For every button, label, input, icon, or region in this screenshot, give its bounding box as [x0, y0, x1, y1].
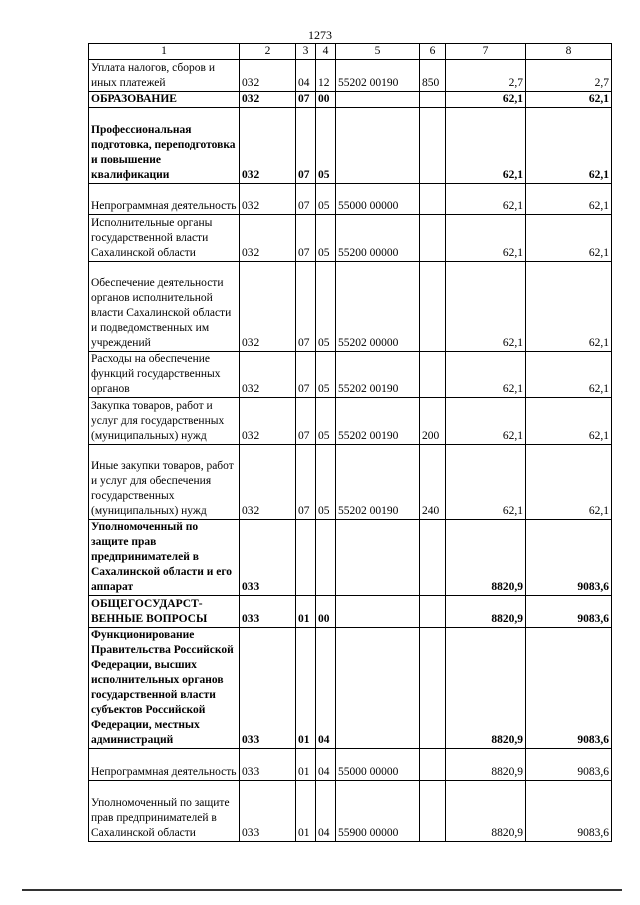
cell-amount-2: 62,1 [526, 108, 612, 184]
row-name: Расходы на обеспечение функций государственных органов [89, 352, 240, 398]
cell-expense-type [420, 262, 446, 352]
cell-amount-2: 9083,6 [526, 781, 612, 842]
cell-expense-type [420, 596, 446, 628]
cell-target [336, 108, 420, 184]
table-row [89, 398, 612, 445]
cell-expense-type [420, 215, 446, 262]
cell-expense-type: 850 [420, 60, 446, 92]
row-name: Закупка товаров, работ и услуг для государственных (муниципальных) нужд [89, 398, 240, 445]
cell-subsection: 05 [316, 108, 336, 184]
row-name: Исполнительные органы государственной власти Сахалинской области [89, 215, 240, 262]
cell-ministry: 032 [240, 262, 296, 352]
cell-ministry: 032 [240, 398, 296, 445]
cell-amount-1: 8820,9 [446, 749, 526, 781]
cell-section: 07 [296, 352, 316, 398]
cell-amount-1: 8820,9 [446, 596, 526, 628]
cell-target [336, 520, 420, 596]
cell-target [336, 92, 420, 108]
cell-section: 07 [296, 184, 316, 215]
table-row [89, 781, 612, 842]
cell-amount-2: 62,1 [526, 445, 612, 520]
cell-target: 55202 00190 [336, 60, 420, 92]
header-cell: 4 [316, 44, 336, 60]
page-bottom-rule [22, 889, 622, 891]
row-name: Профессиональная подготовка, переподготовка и повышение квалификации [89, 108, 240, 184]
cell-expense-type: 240 [420, 445, 446, 520]
cell-amount-2: 62,1 [526, 262, 612, 352]
cell-target: 55900 00000 [336, 781, 420, 842]
row-name: ОБЩЕГОСУДАРСТ-ВЕННЫЕ ВОПРОСЫ [89, 596, 240, 628]
cell-target: 55202 00190 [336, 398, 420, 445]
row-name: Функционирование Правительства Российской Федерации, высших исполнительных органов государственной власти субъектов Российской Федерации, местных администраций [89, 628, 240, 749]
cell-subsection: 05 [316, 398, 336, 445]
table-row [89, 445, 612, 520]
row-name: Уполномоченный по защите прав предпринимателей в Сахалинской области [89, 781, 240, 842]
cell-section: 07 [296, 92, 316, 108]
cell-ministry: 033 [240, 781, 296, 842]
cell-subsection: 04 [316, 781, 336, 842]
header-cell: 6 [420, 44, 446, 60]
header-cell: 5 [336, 44, 420, 60]
row-name: Иные закупки товаров, работ и услуг для обеспечения государственных (муниципальных) нужд [89, 445, 240, 520]
cell-expense-type [420, 108, 446, 184]
cell-ministry: 032 [240, 445, 296, 520]
cell-ministry: 033 [240, 596, 296, 628]
cell-target: 55202 00190 [336, 445, 420, 520]
table-row [89, 262, 612, 352]
cell-section: 01 [296, 749, 316, 781]
budget-table [88, 43, 612, 842]
table-row [89, 596, 612, 628]
cell-section: 04 [296, 60, 316, 92]
cell-subsection: 05 [316, 184, 336, 215]
table-row [89, 60, 612, 92]
cell-amount-1: 8820,9 [446, 520, 526, 596]
cell-expense-type [420, 628, 446, 749]
cell-ministry: 032 [240, 184, 296, 215]
cell-amount-2: 62,1 [526, 184, 612, 215]
cell-amount-1: 62,1 [446, 92, 526, 108]
cell-expense-type: 200 [420, 398, 446, 445]
page-number: 1273 [308, 28, 332, 42]
table-row [89, 352, 612, 398]
cell-amount-2: 62,1 [526, 215, 612, 262]
cell-section: 07 [296, 398, 316, 445]
header-cell: 1 [89, 44, 240, 60]
cell-amount-1: 8820,9 [446, 781, 526, 842]
cell-subsection: 12 [316, 60, 336, 92]
cell-expense-type [420, 749, 446, 781]
cell-target: 55200 00000 [336, 215, 420, 262]
header-cell: 2 [240, 44, 296, 60]
table-row [89, 520, 612, 596]
cell-amount-2: 9083,6 [526, 596, 612, 628]
header-cell: 3 [296, 44, 316, 60]
cell-amount-2: 62,1 [526, 92, 612, 108]
cell-target [336, 596, 420, 628]
cell-subsection: 00 [316, 92, 336, 108]
cell-section: 07 [296, 215, 316, 262]
cell-target: 55000 00000 [336, 184, 420, 215]
cell-section: 01 [296, 628, 316, 749]
header-cell: 7 [446, 44, 526, 60]
table-row [89, 108, 612, 184]
cell-amount-1: 62,1 [446, 352, 526, 398]
cell-subsection [316, 520, 336, 596]
cell-section [296, 520, 316, 596]
cell-amount-2: 9083,6 [526, 520, 612, 596]
cell-amount-1: 62,1 [446, 398, 526, 445]
cell-subsection: 05 [316, 445, 336, 520]
cell-section: 07 [296, 445, 316, 520]
cell-subsection: 05 [316, 262, 336, 352]
table-row [89, 749, 612, 781]
cell-target: 55000 00000 [336, 749, 420, 781]
cell-amount-1: 62,1 [446, 108, 526, 184]
cell-subsection: 04 [316, 628, 336, 749]
cell-target: 55202 00190 [336, 352, 420, 398]
cell-expense-type [420, 92, 446, 108]
cell-amount-1: 62,1 [446, 215, 526, 262]
cell-amount-1: 62,1 [446, 262, 526, 352]
cell-subsection: 05 [316, 215, 336, 262]
cell-target: 55202 00000 [336, 262, 420, 352]
cell-ministry: 033 [240, 520, 296, 596]
cell-ministry: 032 [240, 92, 296, 108]
cell-subsection: 00 [316, 596, 336, 628]
cell-ministry: 033 [240, 749, 296, 781]
cell-expense-type [420, 352, 446, 398]
row-name: Уполномоченный по защите прав предпринимателей в Сахалинской области и его аппарат [89, 520, 240, 596]
cell-amount-2: 9083,6 [526, 628, 612, 749]
table-row [89, 628, 612, 749]
cell-section: 07 [296, 262, 316, 352]
table-row [89, 184, 612, 215]
cell-amount-1: 62,1 [446, 445, 526, 520]
cell-amount-2: 62,1 [526, 352, 612, 398]
row-name: Обеспечение деятельности органов исполнительной власти Сахалинской области и подведомственных им учреждений [89, 262, 240, 352]
cell-section: 01 [296, 781, 316, 842]
row-name: Непрограммная деятельность [89, 184, 240, 215]
cell-subsection: 05 [316, 352, 336, 398]
cell-amount-2: 9083,6 [526, 749, 612, 781]
cell-amount-1: 2,7 [446, 60, 526, 92]
cell-expense-type [420, 184, 446, 215]
cell-target [336, 628, 420, 749]
cell-ministry: 032 [240, 60, 296, 92]
cell-amount-1: 8820,9 [446, 628, 526, 749]
cell-section: 07 [296, 108, 316, 184]
cell-section: 01 [296, 596, 316, 628]
cell-subsection: 04 [316, 749, 336, 781]
header-cell: 8 [526, 44, 612, 60]
row-name: Непрограммная деятельность [89, 749, 240, 781]
table-row [89, 215, 612, 262]
table-header-row [89, 44, 612, 60]
cell-amount-1: 62,1 [446, 184, 526, 215]
cell-ministry: 032 [240, 215, 296, 262]
table-row [89, 92, 612, 108]
cell-ministry: 032 [240, 108, 296, 184]
cell-expense-type [420, 781, 446, 842]
cell-amount-2: 62,1 [526, 398, 612, 445]
cell-expense-type [420, 520, 446, 596]
row-name: Уплата налогов, сборов и иных платежей [89, 60, 240, 92]
cell-ministry: 032 [240, 352, 296, 398]
cell-amount-2: 2,7 [526, 60, 612, 92]
row-name: ОБРАЗОВАНИЕ [89, 92, 240, 108]
cell-ministry: 033 [240, 628, 296, 749]
